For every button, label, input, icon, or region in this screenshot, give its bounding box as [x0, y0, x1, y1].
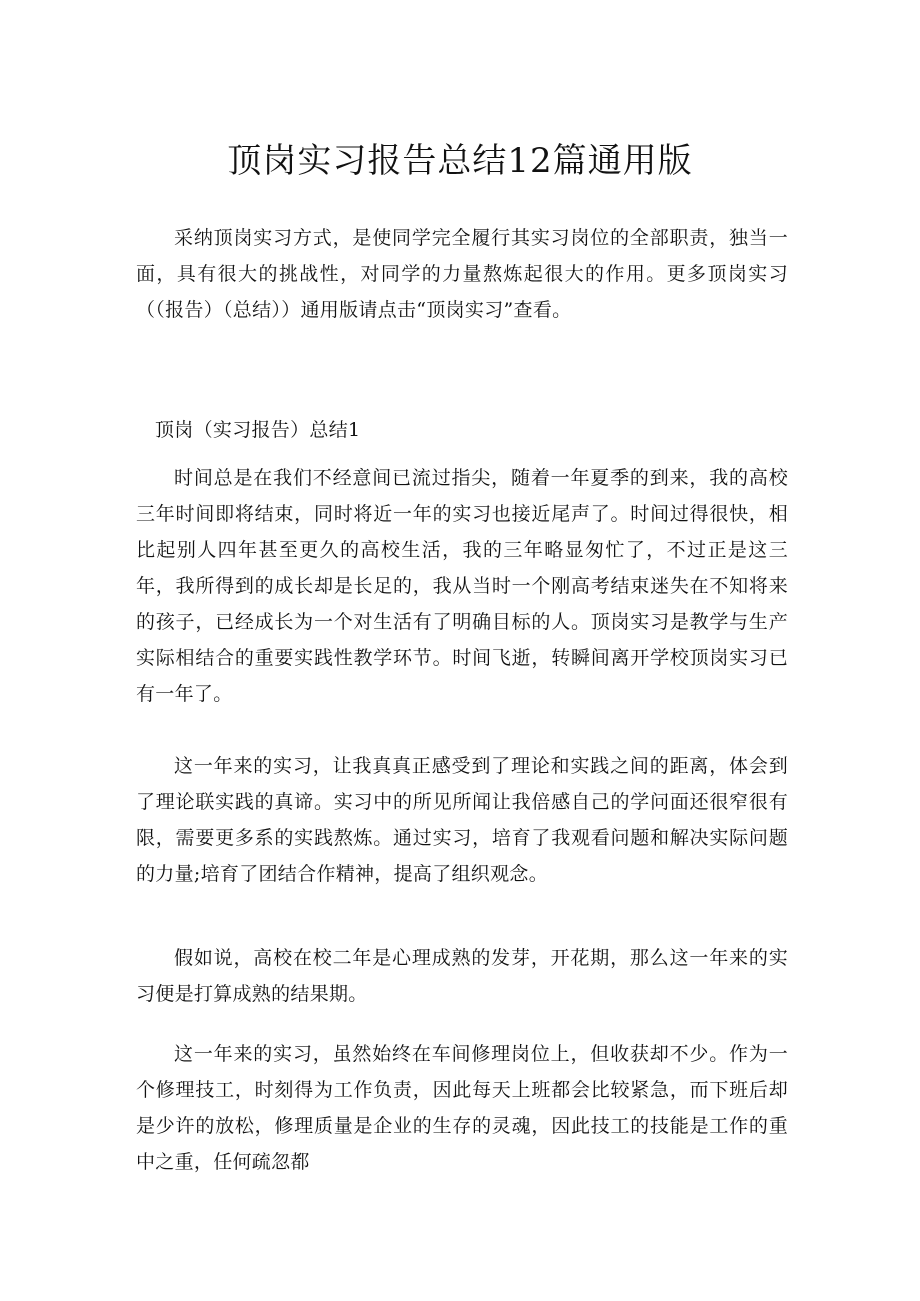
- body-paragraph: 这一年来的实习，虽然始终在车间修理岗位上，但收获却不少。作为一个修理技工，时刻得为工作负责，因此每天上班都会比较紧急，而下班后却是少许的放松，修理质量是企业的生存的灵魂，因此技工的技能是工作的重中之重，任何疏忽都: [136, 1043, 788, 1173]
- body-paragraph: 时间总是在我们不经意间已流过指尖，随着一年夏季的到来，我的高校三年时间即将结束，同时将近一年的实习也接近尾声了。时间过得很快，相比起别人四年甚至更久的高校生活，我的三年略显匆忙了，不过正是这三年，我所得到的成长却是长足的，我从当时一个刚高考结束迷失在不知将来的孩子，已经成长为一个对生活有了明确目标的人。顶岗实习是教学与生产实际相结合的重要实践性教学环节。时间飞逝，转瞬间离开学校顶岗实习已有一年了。: [136, 467, 788, 705]
- document-title: 顶岗实习报告总结12篇通用版: [227, 141, 693, 181]
- intro-paragraph: 采纳顶岗实习方式，是使同学完全履行其实习岗位的全部职责，独当一面，具有很大的挑战性，对同学的力量熬炼起很大的作用。更多顶岗实习（（报告）（总结））通用版请点击“顶岗实习”查看。: [136, 227, 788, 321]
- body-paragraph: 假如说，高校在校二年是心理成熟的发芽，开花期，那么这一年来的实习便是打算成熟的结果期。: [136, 947, 788, 1005]
- section-heading: 顶岗（实习报告）总结1: [155, 419, 361, 441]
- body-paragraph: 这一年来的实习，让我真真正感受到了理论和实践之间的距离，体会到了理论联实践的真谛。实习中的所见所闻让我倍感自己的学问面还很窄很有限，需要更多系的实践熬炼。通过实习，培育了我观看问题和解决实际问题的力量;培育了团结合作精神，提高了组织观念。: [136, 755, 788, 885]
